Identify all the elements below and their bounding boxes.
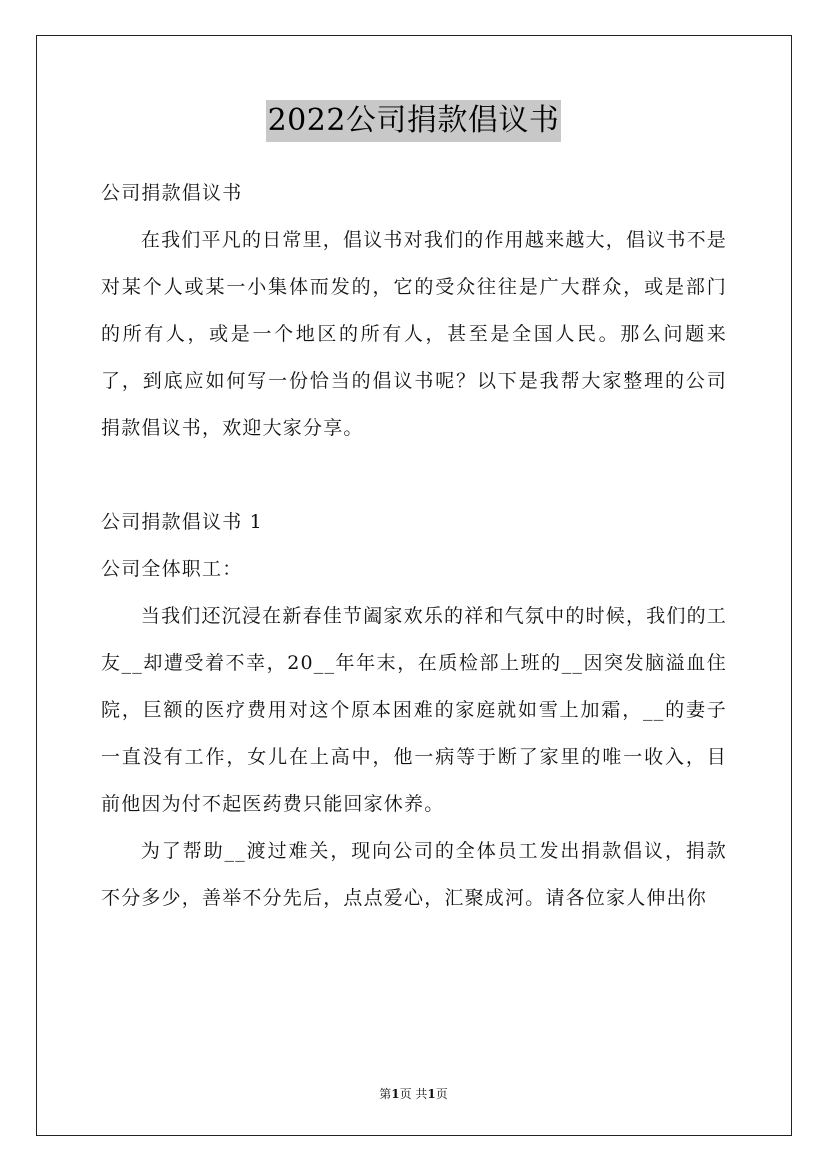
footer-page-current: 1 [391,1087,400,1101]
page-footer [0,1086,827,1102]
footer-page-total: 1 [427,1087,436,1101]
section-heading: 公司捐款倡议书 1 [101,511,263,533]
intro-paragraph: 在我们平凡的日常里，倡议书对我们的作用越来越大，倡议书不是对某个人或某一小集体而发的，它的受众往往是广大群众，或是部门的所有人，或是一个地区的所有人，甚至是全国人民。那么问题来了，到底应如何写一份恰当的倡议书呢？以下是我帮大家整理的公司捐款倡议书，欢迎大家分享。 [101,229,727,439]
paragraph-spacer [101,452,727,499]
salutation: 公司全体职工： [101,558,243,580]
document-subtitle: 公司捐款倡议书 [101,182,243,204]
footer-page-suffix: 页 [435,1087,448,1101]
footer-page-prefix: 第 [379,1087,392,1101]
body-paragraph-1: 当我们还沉浸在新春佳节阖家欢乐的祥和气氛中的时候，我们的工友__却遭受着不幸，20__年年末，在质检部上班的__因突发脑溢血住院，巨额的医疗费用对这个原本困难的家庭就如雪上加霜，__的妻子一直没有工作，女儿在上高中，他一病等于断了家里的唯一收入，目前他因为付不起医药费只能回家休养。 [101,605,727,815]
body-paragraph-2: 为了帮助__渡过难关，现向公司的全体员工发出捐款倡议，捐款不分多少，善举不分先后，点点爱心，汇聚成河。请各位家人伸出你 [101,840,727,909]
footer-page-mid: 页 共 [399,1087,428,1101]
document-body [101,170,727,922]
title-container [0,100,827,142]
document-title: 2022公司捐款倡议书 [266,100,562,142]
